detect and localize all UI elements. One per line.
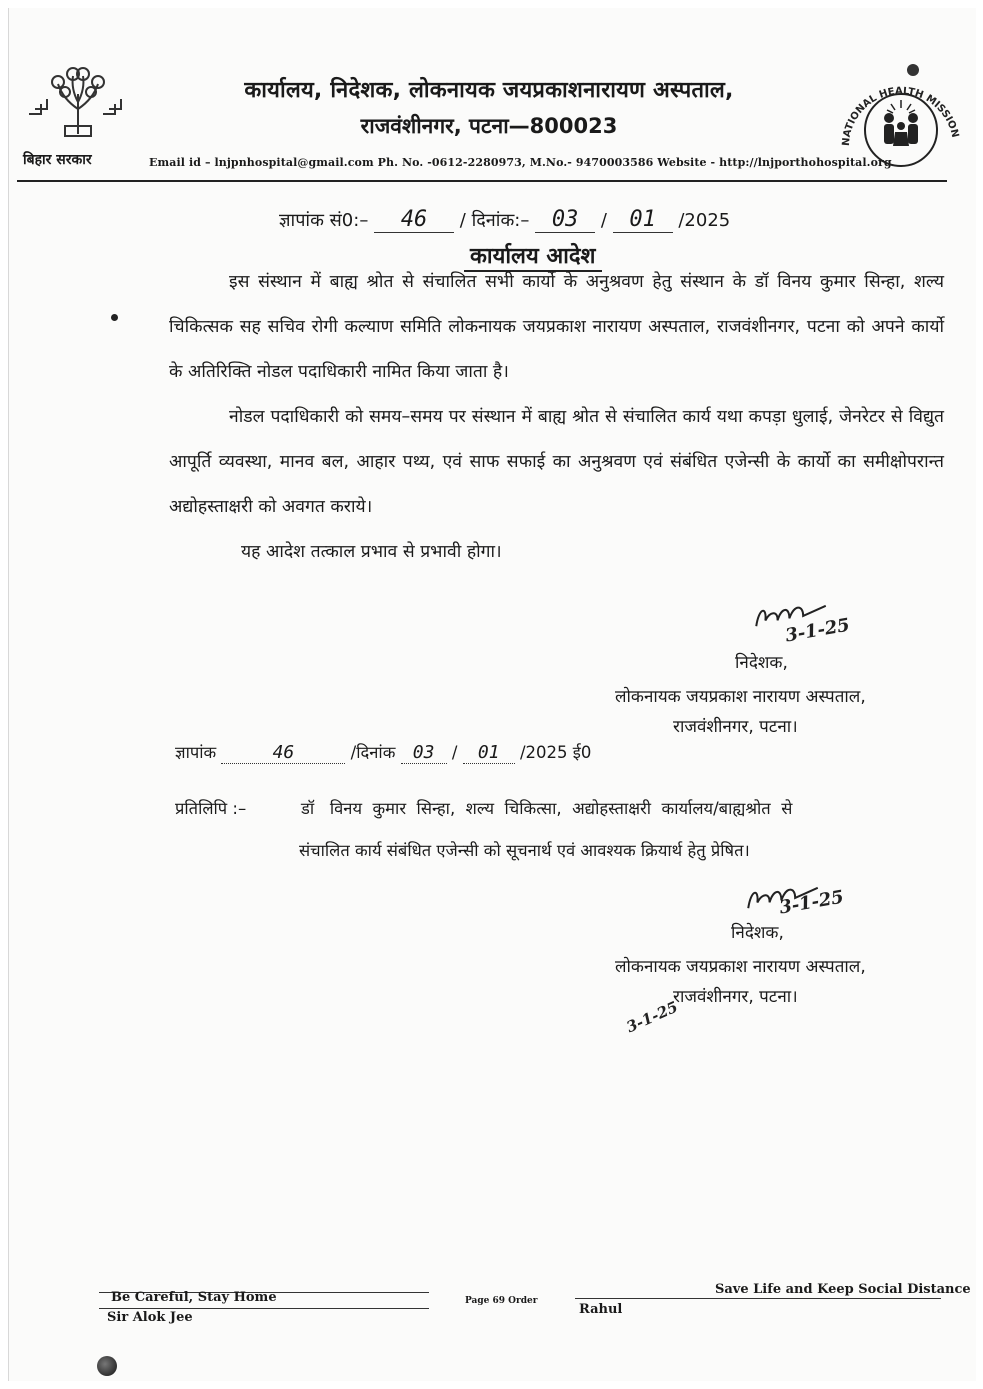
sig2-place: राजवंशीनगर, पटना। — [673, 987, 798, 1007]
copy-line-1: डॉ विनय कुमार सिन्हा, शल्य चिकित्सा, अद्योहस्ताक्षरी कार्यालय/बाह्यश्रोत से — [301, 799, 793, 818]
footer-right-bottom: Rahul — [579, 1302, 623, 1317]
footer-left-top: Be Careful, Stay Home — [111, 1290, 277, 1305]
sig1-place: राजवंशीनगर, पटना। — [673, 717, 798, 737]
footer-rule-left-2 — [99, 1308, 429, 1309]
bodhi-tree-icon — [23, 64, 133, 144]
sig1-org: लोकनायक जयप्रकाश नारायण अस्पताल, — [615, 687, 866, 707]
ref2-label: ज्ञापांक — [175, 743, 217, 762]
order-title: कार्यालय आदेश — [464, 240, 602, 272]
ref-year: /2025 — [678, 210, 731, 231]
ref2-month: 01 — [463, 742, 515, 764]
body-text — [169, 260, 944, 575]
sig2-designation: निदेशक, — [731, 923, 784, 943]
paragraph-3: यह आदेश तत्काल प्रभाव से प्रभावी होगा। — [241, 542, 502, 562]
office-address: राजवंशीनगर, पटना—800023 — [360, 114, 618, 138]
ref2-date-label: /दिनांक — [350, 743, 396, 762]
second-reference-line: ज्ञापांक 46 /दिनांक 03 / 01 /2025 ई0 — [175, 742, 592, 763]
ref-date-label: / दिनांक:– — [459, 210, 530, 231]
copy-line-2: संचालित कार्य संबंधित एजेन्सी को सूचनार्थ एवं आवश्यक क्रियार्थ हेतु प्रेषित। — [299, 841, 750, 860]
ref2-number: 46 — [221, 742, 345, 764]
ref-day: 03 — [535, 207, 595, 233]
copy-label: प्रतिलिपि :– — [175, 799, 247, 818]
paragraph-1: इस संस्थान में बाह्य श्रोत से संचालित सभी कार्यो के अनुश्रवण हेतु संस्थान के डॉ विनय कुमार सिन्हा, शल्य चिकित्सक सह सचिव रोगी कल्याण समिति लोकनायक जयप्रकाश नारायण अस्पताल, राजवंशीनगर, पटना को अपने कार्यो के अतिरिक्ति नोडल पदाधिकारी नामित किया जाता है। — [169, 272, 944, 382]
ref-number: 46 — [374, 207, 454, 233]
punch-hole-mark — [97, 1356, 117, 1376]
sig1-designation: निदेशक, — [735, 653, 788, 673]
document-page — [8, 8, 976, 1381]
margin-dot — [111, 314, 118, 321]
signature-2-date: 3-1-25 — [777, 886, 846, 919]
signature-1-date: 3-1-25 — [783, 614, 852, 647]
office-title: कार्यालय, निदेशक, लोकनायक जयप्रकाशनारायण अस्पताल, — [244, 78, 734, 103]
nhm-logo — [831, 60, 971, 172]
footer-right-top: Save Life and Keep Social Distance — [715, 1282, 971, 1297]
side-initial-date: 3-1-25 — [623, 997, 681, 1037]
nhm-emblem-icon — [831, 60, 971, 172]
bihar-emblem-logo — [23, 64, 133, 168]
footer-center: Page 69 Order — [465, 1296, 538, 1306]
contact-details: Email id – lnjpnhospital@gmail.com Ph. No. -0612-2280973, M.No.- 9470003586 Website - http://lnjporthohospital.org — [149, 156, 892, 169]
footer-left-bottom: Sir Alok Jee — [107, 1310, 193, 1325]
nhm-arc-text: NATIONAL HEALTH MISSION — [840, 85, 961, 147]
ref2-year: /2025 ई0 — [519, 743, 592, 762]
reference-line: ज्ञापांक सं0:– 46 / दिनांक:– 03 / 01 /2025 — [279, 207, 731, 232]
sig2-org: लोकनायक जयप्रकाश नारायण अस्पताल, — [615, 957, 866, 977]
bihar-sarkar-caption: बिहार सरकार — [23, 152, 92, 168]
ref2-day: 03 — [401, 742, 447, 764]
ref-month: 01 — [613, 207, 673, 233]
header-divider — [17, 180, 947, 182]
paragraph-2: नोडल पदाधिकारी को समय–समय पर संस्थान में बाह्य श्रोत से संचालित कार्य यथा कपड़ा धुलाई, जेनरेटर से विद्युत आपूर्ति व्यवस्था, मानव बल, आहार पथ्य, एवं साफ सफाई का अनुश्रवण एवं संबंधित एजेन्सी के कार्यो का समीक्षोपरान्त अद्योहस्ताक्षरी को अवगत कराये। — [169, 407, 944, 517]
ref-label: ज्ञापांक सं0:– — [279, 210, 369, 231]
footer-rule-right — [575, 1298, 941, 1299]
